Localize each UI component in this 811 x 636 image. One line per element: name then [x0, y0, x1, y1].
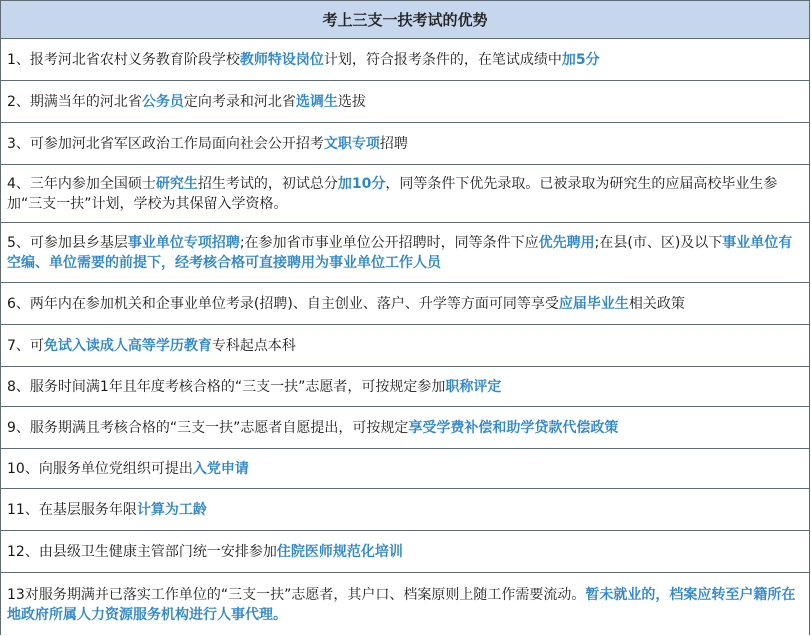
table-header: [1, 1, 809, 39]
table-row: [1, 283, 809, 325]
highlight-text: 选调生: [295, 93, 338, 110]
table-title: 考上三支一扶考试的优势: [322, 10, 488, 29]
table-row: [1, 81, 809, 123]
table-row: [1, 39, 809, 81]
highlight-text: 享受学费补偿和助学贷款代偿政策: [408, 419, 619, 436]
row-text-segment: 7、可: [7, 337, 44, 354]
row-text-segment: ;在县(市、区)及以下: [594, 234, 723, 251]
row-text: [7, 418, 803, 438]
row-text-segment: 5、可参加县乡基层: [7, 234, 128, 251]
highlight-text: 加5分: [561, 51, 600, 68]
highlight-text: 计算为工龄: [136, 501, 207, 518]
row-text-segment: 选拔: [337, 93, 366, 110]
row-text: [7, 500, 803, 520]
row-text-segment: 2、期满当年的河北省: [7, 93, 142, 110]
row-text: [7, 134, 803, 154]
row-text-segment: 12、由县级卫生健康主管部门统一安排参加: [7, 543, 277, 560]
table-row: [1, 489, 809, 531]
row-text-segment: 4、三年内参加全国硕士: [7, 175, 156, 192]
row-text-segment: 6、两年内在参加机关和企事业单位考录(招聘)、自主创业、落户、升学等方面可同等享受: [7, 295, 559, 312]
highlight-text: 公务员: [141, 93, 184, 110]
row-text-segment: 专科起点本科: [211, 337, 296, 354]
table-row: [1, 449, 809, 489]
row-text-segment: 定向考录和河北省: [183, 93, 296, 110]
row-text: [7, 174, 803, 214]
table-row: [1, 165, 809, 223]
highlight-text: 事业单位有空编、单位需要的前提下，经考核合格可直接聘用为事业单位工作人员: [7, 234, 793, 271]
row-text: [7, 233, 803, 273]
table-row: [1, 325, 809, 367]
highlight-text: 免试入读成人高等学历教育: [43, 337, 212, 354]
row-text-segment: ，同等条件下优先录取。已被录取为研究生的应届高校毕业生参加“三支一扶”计划，学校为其保留入学资格。: [7, 175, 778, 212]
highlight-text: 职称评定: [445, 378, 502, 395]
row-text: [7, 542, 803, 562]
row-text-segment: 3、可参加河北省军区政治工作局面向社会公开招考: [7, 135, 324, 152]
row-text: [7, 336, 803, 356]
highlight-text: 住院医师规范化培训: [276, 543, 403, 560]
row-text-segment: 计划，符合报考条件的，在笔试成绩中: [323, 51, 562, 68]
row-text: [7, 459, 803, 479]
row-text: [7, 377, 803, 397]
row-text: [7, 585, 803, 625]
highlight-text: 入党申请: [192, 460, 249, 477]
row-text-segment: 相关政策: [628, 295, 685, 312]
table-row: [1, 573, 809, 636]
row-text-segment: 8、服务时间满1年且年度考核合格的“三支一扶”志愿者，可按规定参加: [7, 378, 446, 395]
row-text-segment: 招生考试的，初试总分: [197, 175, 338, 192]
highlight-text: 研究生: [155, 175, 198, 192]
row-text-segment: 11、在基层服务年限: [7, 501, 137, 518]
row-text-segment: 10、向服务单位党组织可提出: [7, 460, 193, 477]
row-text-segment: 1、报考河北省农村义务教育阶段学校: [7, 51, 240, 68]
highlight-text: 应届毕业生: [558, 295, 629, 312]
highlight-text: 暂未就业的，档案应转至户籍所在地政府所属人力资源服务机构进行人事代理。: [7, 586, 796, 623]
highlight-text: 优先聘用: [538, 234, 595, 251]
highlight-text: 教师特设岗位: [239, 51, 324, 68]
table-row: [1, 123, 809, 165]
table-row: [1, 223, 809, 283]
table-row: [1, 367, 809, 407]
row-text-segment: ;在参加省市事业单位公开招聘时，同等条件下应: [239, 234, 539, 251]
row-text: [7, 50, 803, 70]
highlight-text: 事业单位专项招聘: [127, 234, 240, 251]
row-text: [7, 92, 803, 112]
highlight-text: 文职专项: [323, 135, 380, 152]
row-text: [7, 294, 803, 314]
row-text-segment: 招聘: [379, 135, 408, 152]
highlight-text: 加10分: [337, 175, 386, 192]
table-row: [1, 531, 809, 573]
row-text-segment: 13对服务期满并已落实工作单位的“三支一扶”志愿者，其户口、档案原则上随工作需要流动。: [7, 586, 586, 603]
table-row: [1, 407, 809, 449]
row-text-segment: 9、服务期满且考核合格的“三支一扶”志愿者自愿提出，可按规定: [7, 419, 409, 436]
